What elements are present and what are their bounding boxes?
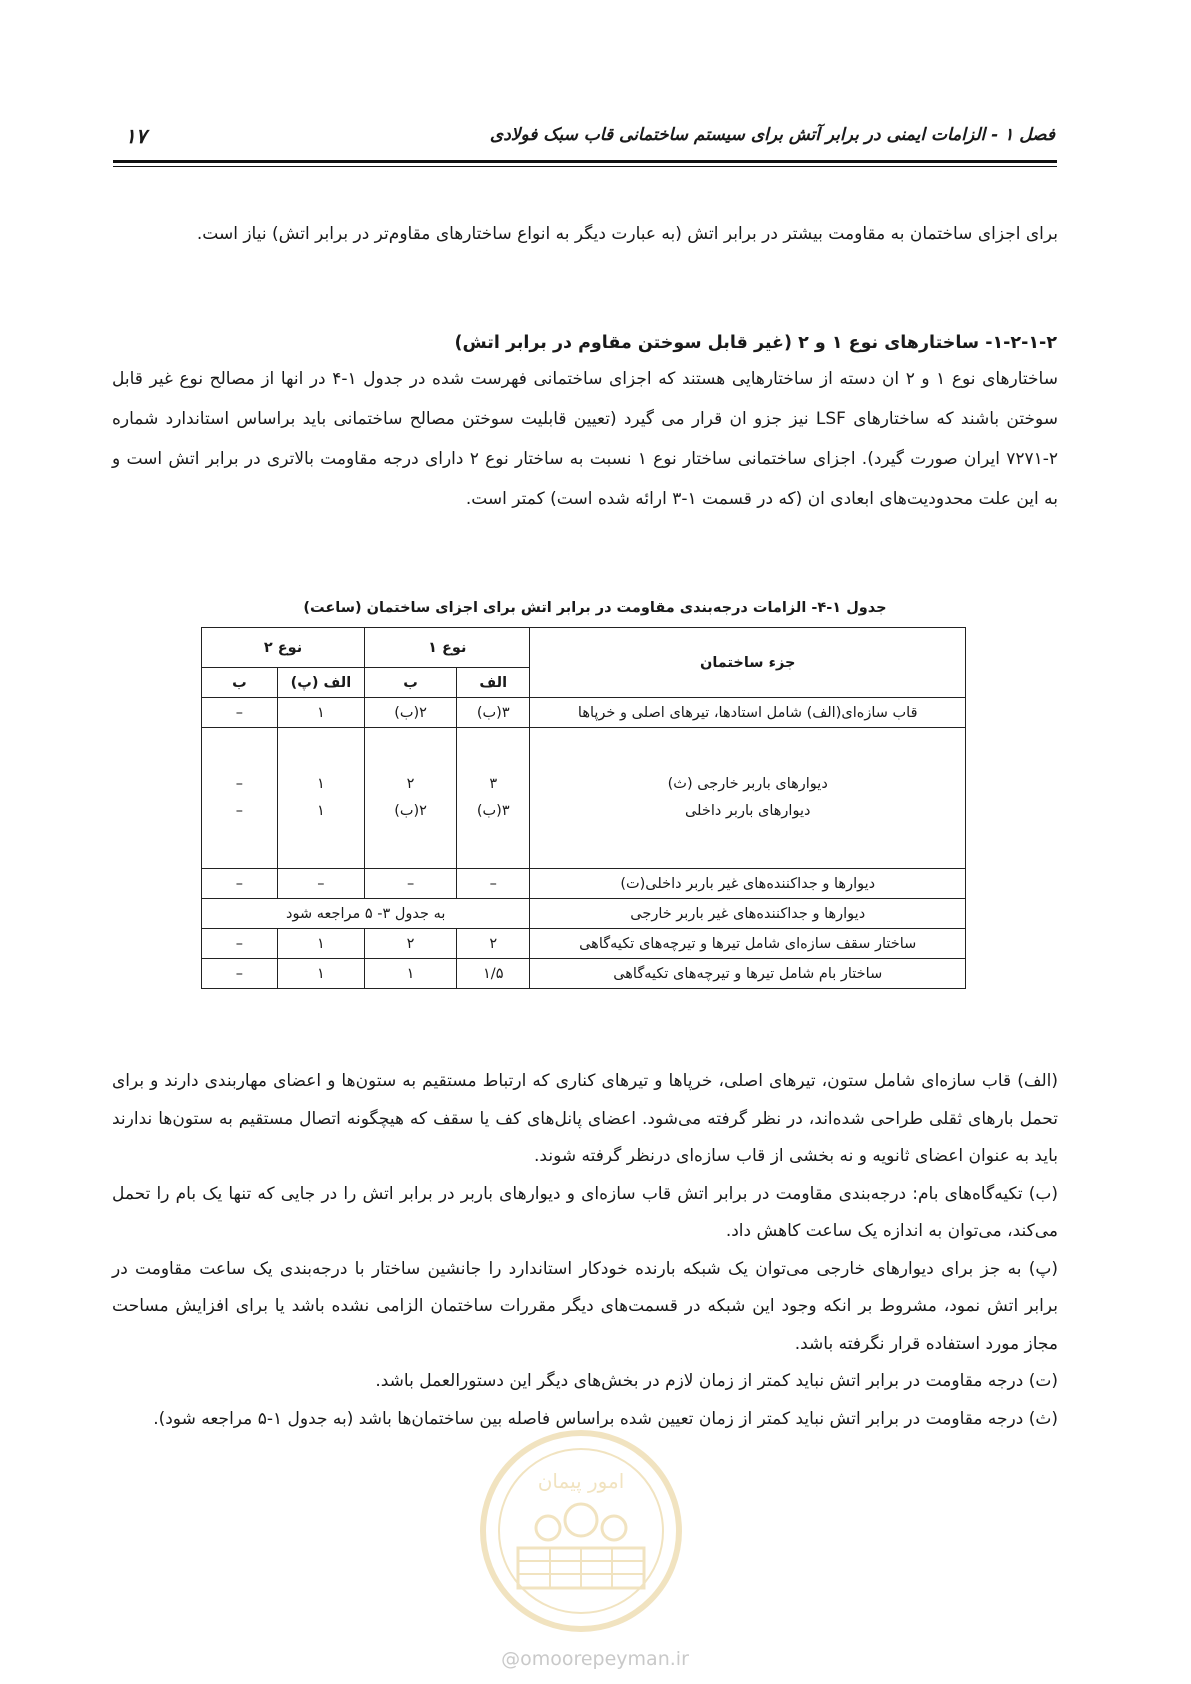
subheader-be2: ب: [202, 668, 278, 698]
cell-component: قاب سازه‌ای(الف) شامل استادها، تیرهای اصلی و خرپاها: [530, 698, 966, 728]
cell-t2a: ۱: [277, 929, 364, 959]
table-row: [202, 899, 966, 929]
table-row: [202, 869, 966, 899]
seal-text: امور پیمان: [537, 1469, 625, 1493]
cell-line: دیوارهای باربر داخلی: [684, 803, 811, 819]
header-type1: نوع ۱: [365, 628, 530, 668]
table-row: [202, 959, 966, 989]
intro-paragraph: برای اجزای ساختمان به مقاومت بیشتر در برابر اتش (به عبارت دیگر به انواع ساختارهای مقاوم‌تر در برابر اتش) نیاز است.: [196, 224, 1058, 244]
header-rule-thick: [113, 160, 1057, 163]
cell-t2b: [202, 728, 278, 869]
section-heading: ۱-۲-۱-۲- ساختارهای نوع ۱ و ۲ (غیر قابل سوختن مقاوم در برابر اتش): [454, 333, 1057, 353]
cell-t2a: ۱: [277, 698, 364, 728]
header-component: جزء ساختمان: [530, 628, 966, 698]
note-alef: (الف) قاب سازه‌ای شامل ستون، تیرهای اصلی، خرپاها و تیرهای کناری که ارتباط مستقیم به ستون‌ها و اعضای مهاربندی دارند و برای تحمل بارهای ثقلی طراحی شده‌اند، در نظر گرفته می‌شود. اعضای پانل‌های کف یا سقف که هیچگونه اتصال مستقیم به ستون‌ها ندارند باید به عنوان اعضای ثانویه و نه بخشی از قاب سازه‌ای درنظر گرفته شوند.: [112, 1071, 1058, 1166]
table-notes: [112, 1063, 1058, 1438]
cell-t1b: ۲(ب): [365, 698, 457, 728]
subheader-be: ب: [365, 668, 457, 698]
subheader-alef: الف: [457, 668, 530, 698]
note-te: (ت) درجه مقاومت در برابر اتش نباید کمتر از زمان لازم در بخش‌های دیگر این دستورالعمل باشد.: [375, 1371, 1058, 1391]
cell-line: ۱: [317, 776, 325, 792]
cell-t1b: ۲: [365, 929, 457, 959]
cell-t2b: –: [202, 929, 278, 959]
cell-t1b: ۱: [365, 959, 457, 989]
cell-t1a: ۲: [457, 929, 530, 959]
watermark-site: @omoorepeyman.ir: [501, 1648, 689, 1670]
note-se: (ث) درجه مقاومت در برابر اتش نباید کمتر از زمان تعیین شده براساس فاصله بین ساختمان‌ها باشد (به جدول ۱-۵ مراجعه شود).: [153, 1408, 1058, 1429]
cell-t1b: –: [365, 869, 457, 899]
cell-line: ۲: [406, 776, 415, 792]
cell-line: ۱: [317, 803, 325, 819]
cell-t2a: ۱: [277, 959, 364, 989]
cell-component: دیوارها و جداکننده‌های غیر باربر خارجی: [530, 899, 966, 929]
cell-t1a: ۱/۵: [457, 959, 530, 989]
table-caption: جدول ۱-۴- الزامات درجه‌بندی مقاومت در برابر اتش برای اجزای ساختمان (ساعت): [303, 600, 887, 616]
cell-t2a: –: [277, 869, 364, 899]
cell-t1a: [457, 728, 530, 869]
cell-line: ۳: [489, 776, 498, 792]
table-row: [202, 728, 966, 869]
cell-t2a: [277, 728, 364, 869]
table-row: [202, 698, 966, 728]
cell-component: ساختار بام شامل تیرها و تیرچه‌های تکیه‌گاهی: [530, 959, 966, 989]
cell-t1b: [365, 728, 457, 869]
cell-line: ۲(ب): [394, 803, 427, 819]
cell-component: [530, 728, 966, 869]
subheader-alef-pe: الف (پ): [277, 668, 364, 698]
table-row: [202, 929, 966, 959]
header-rule-thin: [113, 166, 1057, 167]
cell-t2b: –: [202, 698, 278, 728]
cell-t2b: –: [202, 959, 278, 989]
cell-component: دیوارها و جداکننده‌های غیر باربر داخلی(ت): [530, 869, 966, 899]
cell-line: ۳(ب): [476, 803, 510, 819]
running-header: [115, 125, 1055, 151]
cell-line: –: [235, 776, 243, 792]
note-be: (ب) تکیه‌گاه‌های بام: درجه‌بندی مقاومت در برابر اتش قاب سازه‌ای و دیوارهای باربر در برابر اتش را در جایی که تنها یک بام را تحمل می‌کند، می‌توان به اندازه یک ساعت کاهش داد.: [112, 1183, 1058, 1241]
cell-merged: به جدول ۳- ۵ مراجعه شود: [202, 899, 530, 929]
note-pe: (پ) به جز برای دیوارهای خارجی می‌توان یک شبکه بارنده خودکار استاندارد را جانشین ساختار با درجه‌بندی یک ساعت مقاومت در برابر اتش نمود، مشروط بر انکه وجود این شبکه در قسمت‌های دیگر مقررات ساختمان الزامی نشده باشد یا برای افزایش مساحت مجاز مورد استفاده قرار نگرفته باشد.: [112, 1258, 1058, 1354]
page-number: ۱۷: [125, 124, 147, 148]
chapter-title: فصل ۱ - الزامات ایمنی در برابر آتش برای سیستم ساختمانی قاب سبک فولادی: [489, 125, 1055, 145]
cell-line: –: [235, 803, 243, 819]
cell-line: دیوارهای باربر خارجی (ث): [667, 776, 828, 792]
cell-t1a: ۳(ب): [457, 698, 530, 728]
fire-rating-table: [201, 627, 966, 989]
header-type2: نوع ۲: [202, 628, 365, 668]
cell-t2b: –: [202, 869, 278, 899]
cell-component: ساختار سقف سازه‌ای شامل تیرها و تیرچه‌های تکیه‌گاهی: [530, 929, 966, 959]
cell-t1a: –: [457, 869, 530, 899]
watermark-seal-icon: [478, 1428, 684, 1634]
section-paragraph: ساختارهای نوع ۱ و ۲ ان دسته از ساختارهایی هستند که اجزای ساختمانی فهرست شده در جدول ۱-۴ در انها از مصالح نوع غیر قابل سوختن باشند که ساختارهای LSF نیز جزو ان قرار می گیرد (تعیین قابلیت سوختن مصالح ساختمانی باید براساس استاندارد شماره ۲-۷۲۷۱ ایران صورت گیرد). اجزای ساختمانی ساختار نوع ۱ نسبت به ساختار نوع ۲ دارای درجه مقاومت بالاتری در برابر اتش است و به این علت محدودیت‌های ابعادی ان (که در قسمت ۱-۳ ارائه شده است) کمتر است.: [112, 369, 1058, 509]
